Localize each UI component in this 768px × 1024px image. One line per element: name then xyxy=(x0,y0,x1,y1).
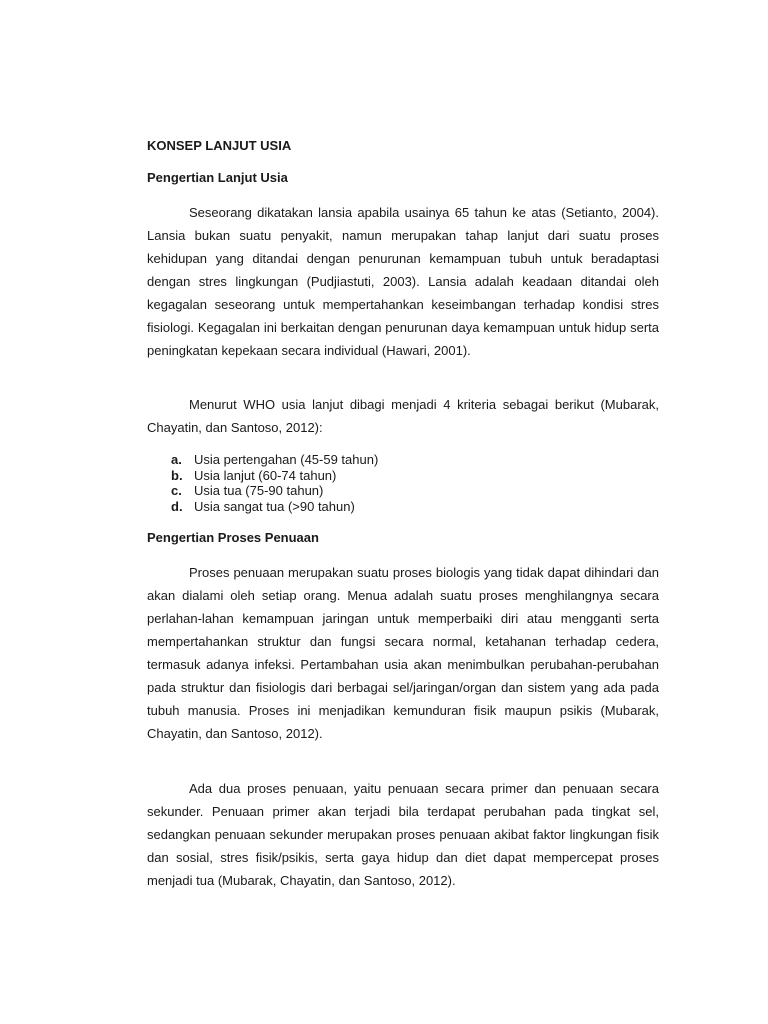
list-marker: c. xyxy=(171,483,182,499)
kriteria-list xyxy=(171,452,378,514)
list-marker: b. xyxy=(171,467,183,483)
list-item-text: Usia lanjut (60-74 tahun) xyxy=(194,467,337,483)
document-title: KONSEP LANJUT USIA xyxy=(147,138,292,153)
paragraph-kriteria-who: Menurut WHO usia lanjut dibagi menjadi 4 kriteria sebagai berikut (Mubarak, Chayatin, dan Santoso, 2012): xyxy=(147,397,659,435)
list-item-text: Usia sangat tua (>90 tahun) xyxy=(194,498,355,514)
list-marker: d. xyxy=(171,498,183,514)
section-heading-lanjut-usia: Pengertian Lanjut Usia xyxy=(147,170,288,185)
paragraph-definisi-lansia: Seseorang dikatakan lansia apabila usainya 65 tahun ke atas (Setianto, 2004). Lansia bukan suatu penyakit, namun merupakan tahap lanjut dari suatu proses kehidupan yang ditandai dengan penurunan kemampuan tubuh untuk beradaptasi dengan stres lingkungan (Pudjiastuti, 2003). Lansia adalah keadaan ditandai oleh kegagalan seseorang untuk mempertahankan keseimbangan terhadap kondisi stres fisiologi. Kegagalan ini berkaitan dengan penurunan daya kemampuan untuk hidup serta peningkatan kepekaan secara individual (Hawari, 2001). xyxy=(147,205,659,358)
list-marker: a. xyxy=(171,452,182,467)
paragraph-dua-proses-penuaan: Ada dua proses penuaan, yaitu penuaan secara primer dan penuaan secara sekunder. Penuaan primer akan terjadi bila terdapat perubahan pada tingkat sel, sedangkan penuaan sekunder merupakan proses penuaan akibat faktor lingkungan fisik dan sosial, stres fisik/psikis, serta gaya hidup dan diet dapat mempercepat proses menjadi tua (Mubarak, Chayatin, dan Santoso, 2012). xyxy=(147,781,659,888)
list-item-text: Usia tua (75-90 tahun) xyxy=(194,483,324,499)
paragraph-proses-penuaan: Proses penuaan merupakan suatu proses biologis yang tidak dapat dihindari dan akan dialami oleh setiap orang. Menua adalah suatu proses menghilangnya secara perlahan-lahan kemampuan jaringan untuk memperbaiki diri atau mengganti serta mempertahankan struktur dan fungsi secara normal, ketahanan terhadap cedera, termasuk adanya infeksi. Pertambahan usia akan menimbulkan perubahan-perubahan pada struktur dan fisiologis dari berbagai sel/jaringan/organ dan sistem yang ada pada tubuh manusia. Proses ini menjadikan kemunduran fisik maupun psikis (Mubarak, Chayatin, dan Santoso, 2012). xyxy=(147,565,659,741)
list-item xyxy=(171,468,378,484)
section-heading-proses-penuaan: Pengertian Proses Penuaan xyxy=(147,530,319,545)
list-item xyxy=(171,452,378,468)
list-item-text: Usia pertengahan (45-59 tahun) xyxy=(194,452,379,467)
list-item xyxy=(171,499,378,515)
list-item xyxy=(171,483,378,499)
